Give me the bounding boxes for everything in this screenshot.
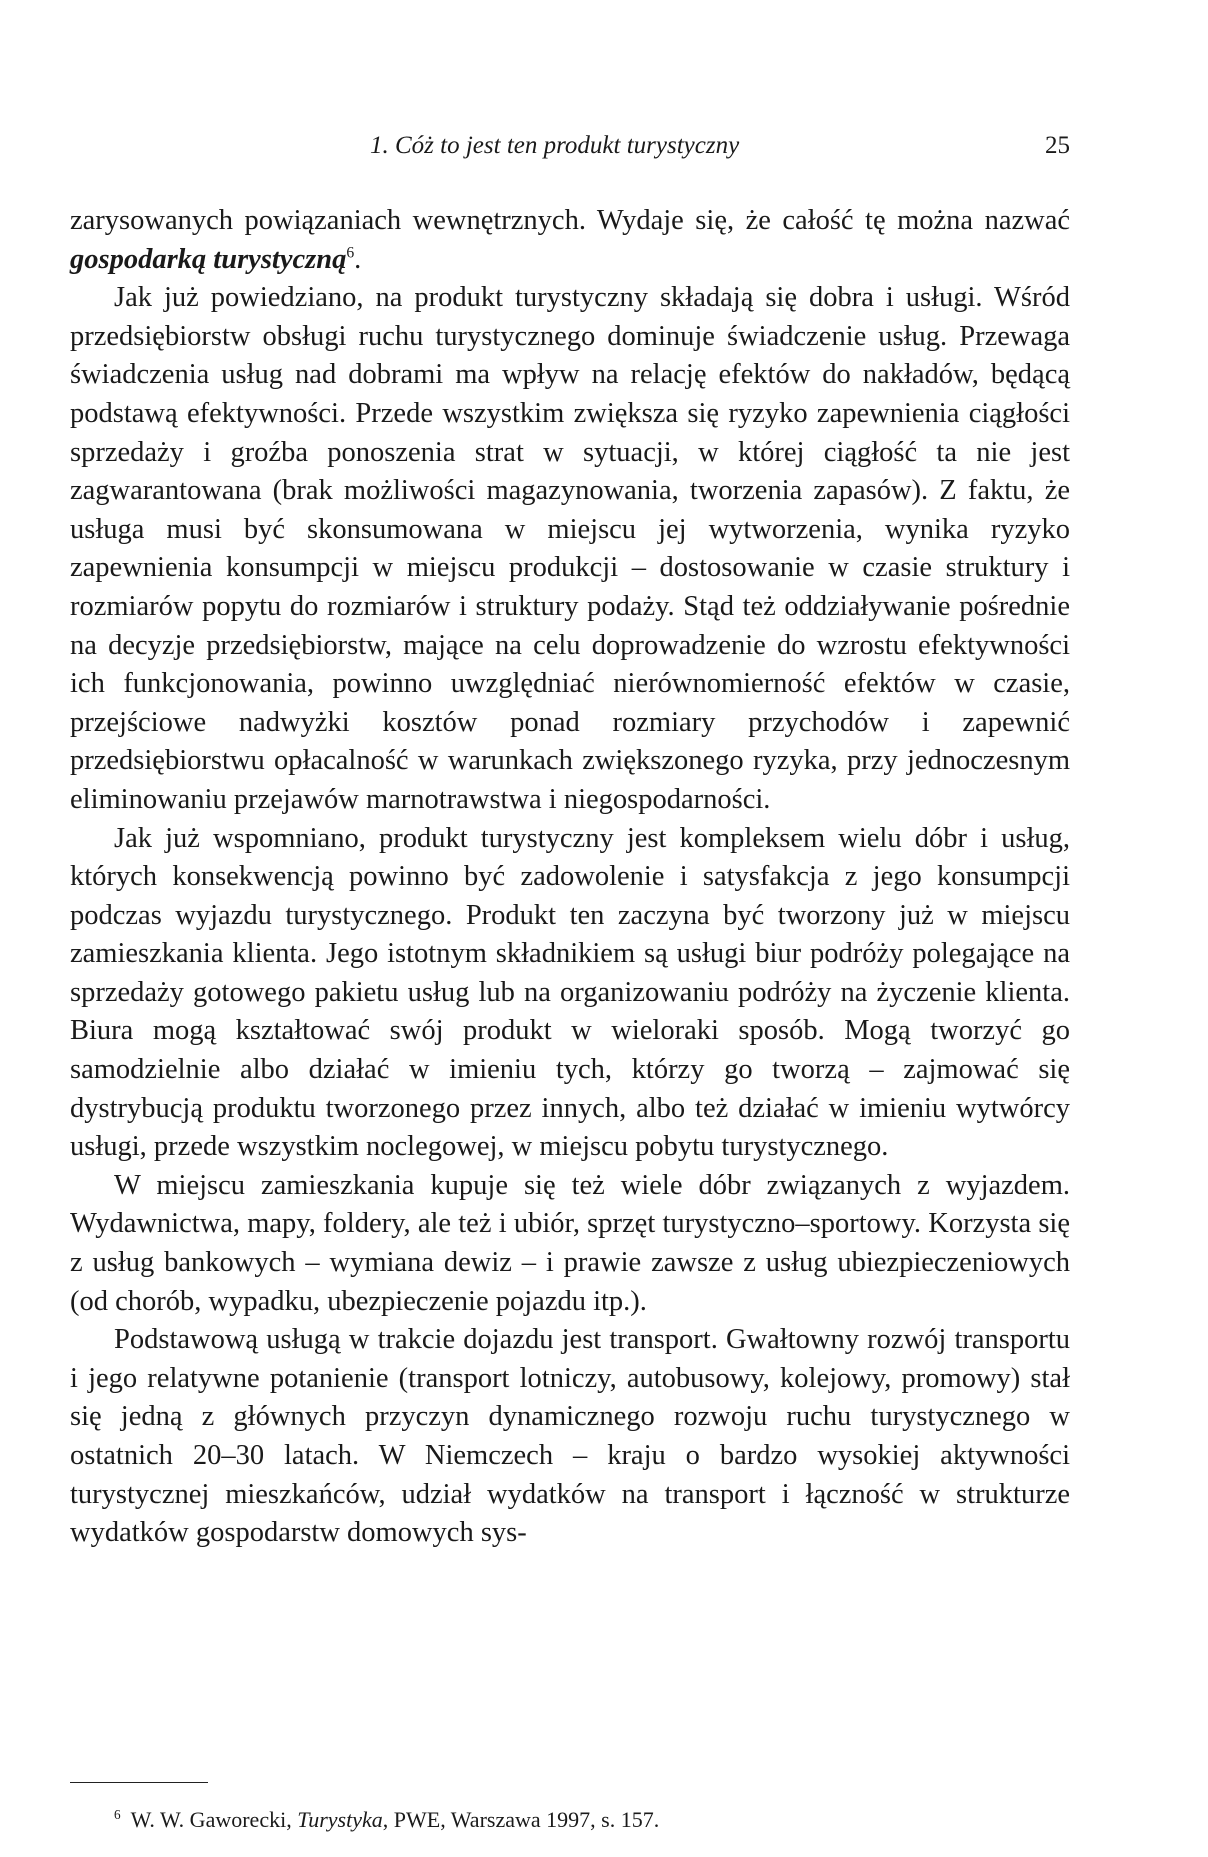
footnote-author: W. W. Gaworecki, [130,1807,298,1832]
footnote-marker: 6 [114,1806,121,1822]
footnote [114,1806,659,1834]
paragraph-1-text: zarysowanych powiązaniach wewnętrznych. Wydaje się, że całość tę można nazwać [70,205,1070,236]
page-number: 25 [1045,132,1070,159]
paragraph-4: W miejscu zamieszkania kupuje się też wiele dóbr związanych z wyjazdem. Wydawnictwa, mapy, foldery, ale też i ubiór, sprzęt turystyczno–sportowy. Korzysta się z usług bankowych – wymiana dewiz – i prawie zawsze z usług ubiezpieczeniowych (od chorób, wypadku, ubezpieczenie pojazdu itp.). [70,1169,1070,1317]
footnote-title: Turystyka [297,1807,383,1832]
running-head [70,132,1070,172]
paragraph-2: Jak już powiedziano, na produkt turystyczny składają się dobra i usługi. Wśród przedsiębiorstw obsługi ruchu turystycznego dominuje świadczenie usług. Przewaga świadczenia usług nad dobrami ma wpływ na relację efektów do nakładów, będącą podstawą efektywności. Przede wszystkim zwiększa się ryzyko zapewnienia ciągłości sprzedaży i groźba ponoszenia strat w sytuacji, w której ciągłość ta nie jest zagwarantowana (brak możliwości magazynowania, tworzenia zapasów). Z faktu, że usługa musi być skonsumowana w miejscu jej wytworzenia, wynika ryzyko zapewnienia konsumpcji w miejscu produkcji – dostosowanie w czasie struktury i rozmiarów popytu do rozmiarów i struktury podaży. Stąd też oddziaływanie pośrednie na decyzje przedsiębiorstw, mające na celu doprowadzenie do wzrostu efektywności ich funkcjonowania, powinno uwzględniać nierównomierność efektów w czasie, przejściowe nadwyżki kosztów ponad rozmiary przychodów i zapewnić przedsiębiorstwu opłacalność w warunkach zwiększonego ryzyka, przy jednoczesnym eliminowaniu przejawów marnotrawstwa i niegospodarności. [70,282,1070,815]
paragraph-3: Jak już wspomniano, produkt turystyczny jest kompleksem wielu dóbr i usług, których konsekwencją powinno być zadowolenie i satysfakcja z jego konsumpcji podczas wyjazdu turystycznego. Produkt ten zaczyna być tworzony już w miejscu zamieszkania klienta. Jego istotnym składnikiem są usługi biur podróży polegające na sprzedaży gotowego pakietu usług lub na organizowaniu podróży na życzenie klienta. Biura mogą kształtować swój produkt w wieloraki sposób. Mogą tworzyć go samodzielnie albo działać w imieniu tych, którzy go tworzą – zajmować się dystrybucją produktu tworzonego przez innych, albo też działać w imieniu wytwórcy usługi, przede wszystkim noclegowej, w miejscu pobytu turystycznego. [70,822,1070,1163]
running-title: 1. Cóż to jest ten produkt turystyczny [370,132,740,159]
book-page [70,0,1070,1857]
footnote-divider [70,1782,208,1783]
footnote-reference: 6 [346,244,355,262]
paragraph-5: Podstawową usługą w trakcie dojazdu jest transport. Gwałtowny rozwój transportu i jego relatywne potanienie (transport lotniczy, autobusowy, kolejowy, promowy) stał się jedną z głównych przyczyn dynamicznego rozwoju ruchu turystycznego w ostatnich 20–30 latach. W Niemczech – kraju o bardzo wysokiej aktywności turystycznej mieszkańców, udział wydatków na transport i łączność w strukturze wydatków gospodarstw domowych sys- [70,1324,1070,1549]
paragraph-1 [70,202,1070,279]
footnote-details: , PWE, Warszawa 1997, s. 157. [382,1807,660,1832]
paragraph-1-end: . [354,243,362,275]
body-text [70,202,1070,1553]
key-term: gospodarką turystyczną [70,243,347,275]
